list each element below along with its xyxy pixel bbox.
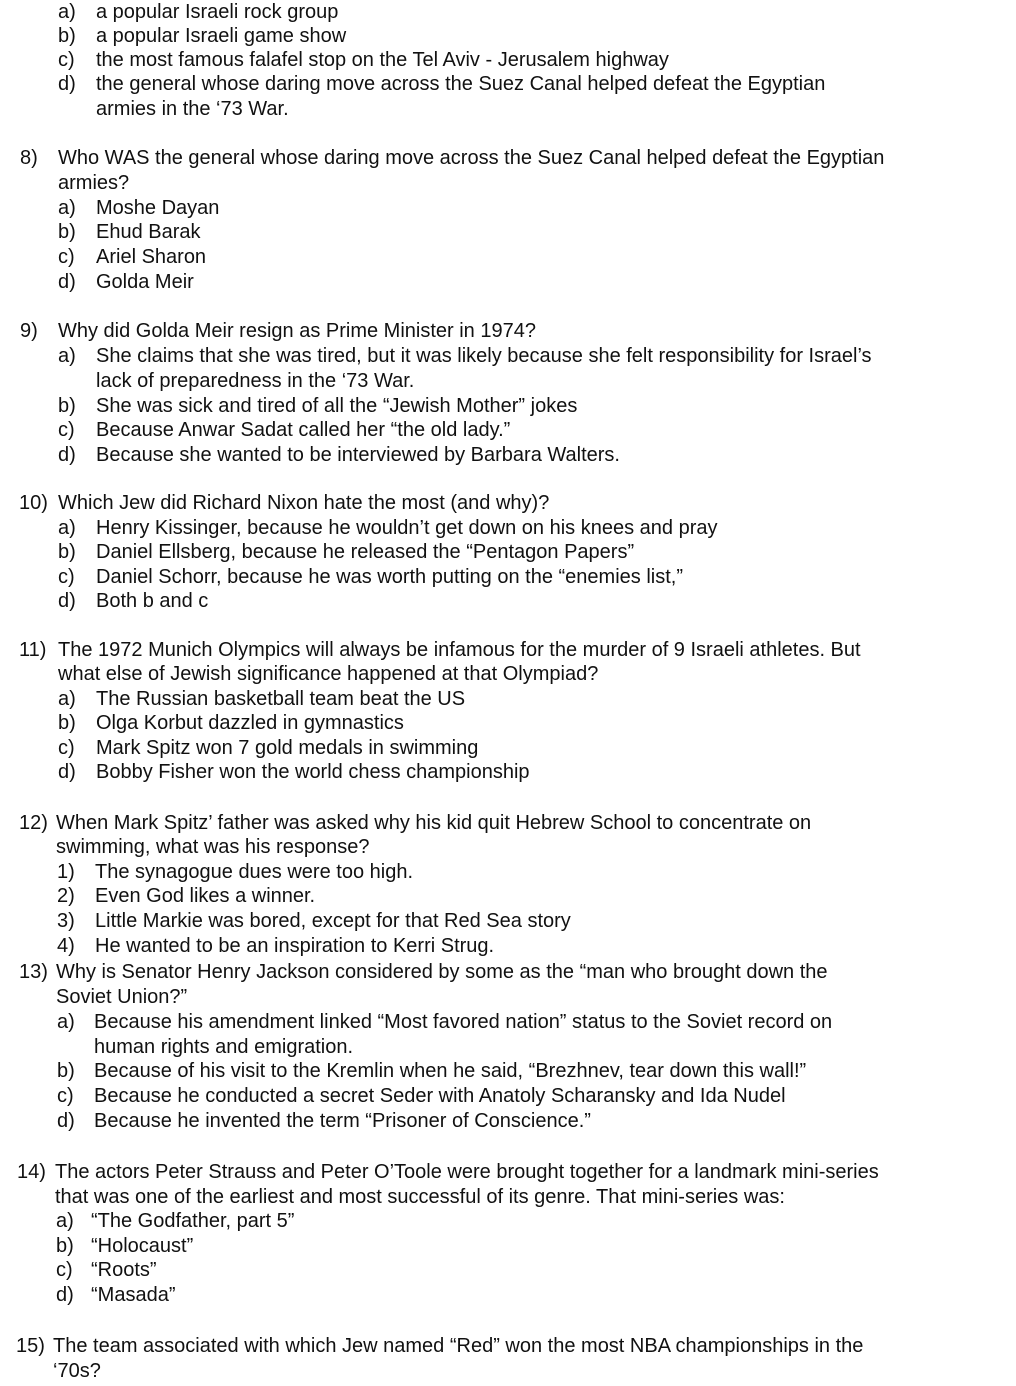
option-label: c) — [58, 49, 75, 71]
option-text: Because he invented the term “Prisoner of Conscience.” — [94, 1110, 591, 1132]
option-text: Because of his visit to the Kremlin when he said, “Brezhnev, tear down this wall!” — [94, 1060, 807, 1082]
option-text: Moshe Dayan — [96, 197, 220, 219]
option-text: Both b and c — [96, 590, 209, 612]
option-label: d) — [58, 271, 76, 293]
option-label: 4) — [57, 935, 75, 957]
option-label: c) — [58, 566, 75, 588]
option-text: Henry Kissinger, because he wouldn’t get down on his knees and pray — [96, 517, 718, 539]
option-label: d) — [56, 1284, 74, 1306]
option-label: d) — [58, 590, 76, 612]
option-text: “The Godfather, part 5” — [91, 1210, 295, 1232]
question-text: Why is Senator Henry Jackson considered by some as the “man who brought down the — [56, 961, 828, 983]
question-text: Which Jew did Richard Nixon hate the most (and why)? — [58, 492, 550, 514]
option-label: d) — [57, 1110, 75, 1132]
question-text: armies? — [58, 172, 130, 194]
option-text: He wanted to be an inspiration to Kerri Strug. — [95, 935, 495, 957]
question-text: The 1972 Munich Olympics will always be infamous for the murder of 9 Israeli athletes. But — [58, 639, 861, 661]
option-label: b) — [57, 1060, 75, 1082]
option-label: d) — [58, 73, 76, 95]
option-text: Ariel Sharon — [96, 246, 207, 268]
option-text: Daniel Schorr, because he was worth putting on the “enemies list,” — [96, 566, 683, 588]
option-text: The synagogue dues were too high. — [95, 861, 413, 883]
option-text: Bobby Fisher won the world chess championship — [96, 761, 530, 783]
option-text: She was sick and tired of all the “Jewish Mother” jokes — [96, 395, 578, 417]
option-text: Ehud Barak — [96, 221, 201, 243]
option-text: Daniel Ellsberg, because he released the “Pentagon Papers” — [96, 541, 635, 563]
option-text: armies in the ‘73 War. — [96, 98, 289, 120]
question-text: ‘70s? — [53, 1360, 101, 1382]
question-number: 12) — [19, 812, 48, 834]
question-text: Why did Golda Meir resign as Prime Minister in 1974? — [58, 320, 536, 342]
option-text: The Russian basketball team beat the US — [96, 688, 466, 710]
option-text: “Masada” — [91, 1284, 176, 1306]
option-text: lack of preparedness in the ‘73 War. — [96, 370, 415, 392]
option-text: “Roots” — [91, 1259, 157, 1281]
option-text: the most famous falafel stop on the Tel Aviv - Jerusalem highway — [96, 49, 669, 71]
option-label: b) — [58, 221, 76, 243]
option-label: 1) — [57, 861, 75, 883]
option-label: b) — [58, 25, 76, 47]
option-text: Golda Meir — [96, 271, 194, 293]
question-number: 10) — [19, 492, 48, 514]
option-text: She claims that she was tired, but it was likely because she felt responsibility for Israel’s — [96, 345, 872, 367]
option-text: Because Anwar Sadat called her “the old lady.” — [96, 419, 511, 441]
option-text: Because he conducted a secret Seder with Anatoly Scharansky and Ida Nudel — [94, 1085, 786, 1107]
option-label: a) — [58, 688, 76, 710]
option-text: the general whose daring move across the Suez Canal helped defeat the Egyptian — [96, 73, 826, 95]
option-label: d) — [58, 761, 76, 783]
option-label: b) — [56, 1235, 74, 1257]
option-label: a) — [58, 345, 76, 367]
question-number: 13) — [19, 961, 48, 983]
option-text: Because she wanted to be interviewed by Barbara Walters. — [96, 444, 620, 466]
question-number: 14) — [17, 1161, 46, 1183]
question-text: Who WAS the general whose daring move across the Suez Canal helped defeat the Egyptian — [58, 147, 885, 169]
question-text: that was one of the earliest and most successful of its genre. That mini-series was: — [55, 1186, 785, 1208]
option-text: Mark Spitz won 7 gold medals in swimming — [96, 737, 479, 759]
option-label: 3) — [57, 910, 75, 932]
option-text: Because his amendment linked “Most favored nation” status to the Soviet record on — [94, 1011, 833, 1033]
option-label: c) — [58, 419, 75, 441]
question-text: The actors Peter Strauss and Peter O’Toole were brought together for a landmark mini-series — [55, 1161, 879, 1183]
option-label: a) — [57, 1011, 75, 1033]
question-text: Soviet Union?” — [56, 986, 188, 1008]
option-label: a) — [58, 197, 76, 219]
question-text: what else of Jewish significance happened at that Olympiad? — [58, 663, 599, 685]
question-text: swimming, what was his response? — [56, 836, 370, 858]
option-text: human rights and emigration. — [94, 1036, 354, 1058]
option-text: Little Markie was bored, except for that Red Sea story — [95, 910, 571, 932]
option-label: b) — [58, 541, 76, 563]
option-label: 2) — [57, 885, 75, 907]
option-label: a) — [58, 517, 76, 539]
question-number: 11) — [19, 639, 47, 661]
option-label: b) — [58, 395, 76, 417]
option-label: c) — [58, 246, 75, 268]
option-text: “Holocaust” — [91, 1235, 194, 1257]
option-text: Even God likes a winner. — [95, 885, 316, 907]
question-number: 15) — [16, 1335, 45, 1357]
question-text: The team associated with which Jew named “Red” won the most NBA championships in the — [53, 1335, 864, 1357]
option-label: c) — [58, 737, 75, 759]
option-label: a) — [56, 1210, 74, 1232]
question-text: When Mark Spitz’ father was asked why his kid quit Hebrew School to concentrate on — [56, 812, 812, 834]
option-label: a) — [58, 1, 76, 23]
option-label: b) — [58, 712, 76, 734]
question-number: 9) — [20, 320, 38, 342]
option-text: Olga Korbut dazzled in gymnastics — [96, 712, 404, 734]
option-label: c) — [57, 1085, 74, 1107]
option-label: c) — [56, 1259, 73, 1281]
option-text: a popular Israeli game show — [96, 25, 347, 47]
option-text: a popular Israeli rock group — [96, 1, 339, 23]
option-label: d) — [58, 444, 76, 466]
question-number: 8) — [20, 147, 38, 169]
